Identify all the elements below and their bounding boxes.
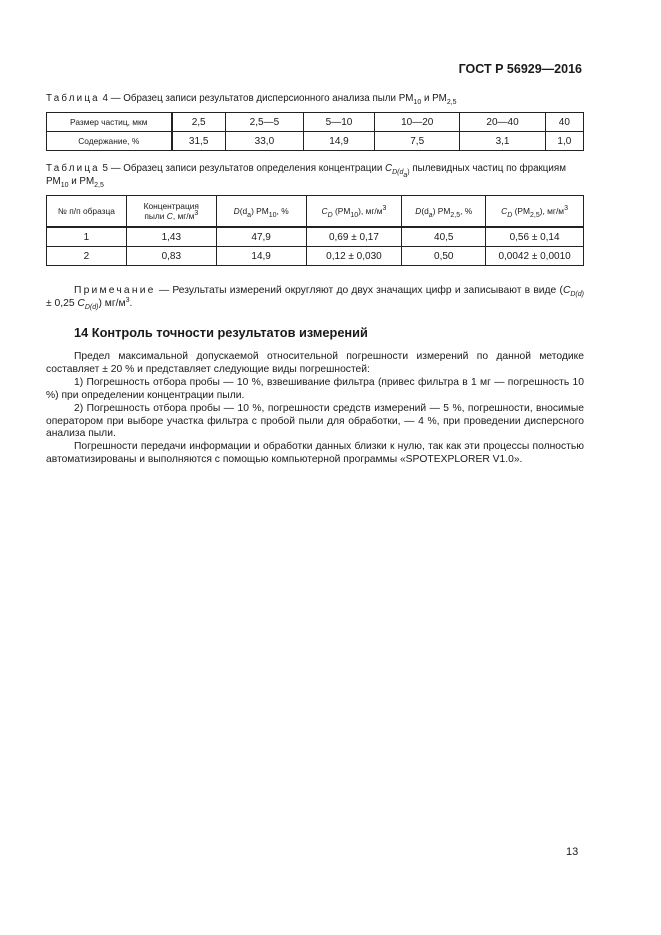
section-body: [46, 351, 584, 467]
header-text: C: [166, 211, 173, 221]
note-text: — Результаты измерений округляют до двух значащих цифр и записывают в виде (: [155, 285, 563, 296]
table4-caption-text: 4 — Образец записи результатов дисперсионного анализа пыли PM: [102, 93, 414, 104]
table4-sub1: 10: [413, 99, 422, 106]
table5-caption-pm: PM: [46, 176, 61, 187]
table5-caption-sub25: 2,5: [94, 182, 104, 189]
paragraph: Предел максимальной допускаемой относительной погрешности измерений по данной методике составляет ± 20 % и представляет следующие виды погрешностей:: [46, 351, 584, 375]
table5-caption-c: C: [385, 163, 393, 174]
paragraph: 1) Погрешность отбора пробы — 10 %, взвешивание фильтра (привес фильтра в 1 мг — погрешность 10 %) при определении концентрации пыли.: [46, 376, 584, 401]
paragraph: 2) Погрешность отбора пробы — 10 %, погрешности средств измерений — 5 %, погрешности, вносимые оператором при выборе участка фильтра с пробой пыли для обработки, — 4 %, при проведении дисперсного анализа пыли.: [46, 402, 584, 440]
table-cell: 0,12 ± 0,030: [306, 247, 402, 266]
header-text: ) PM: [432, 206, 451, 216]
table5-caption-text: 5 — Образец записи результатов определения концентрации: [102, 163, 386, 174]
header-text: , мг/м: [172, 211, 195, 221]
note-label: Примечание: [74, 285, 156, 296]
table-cell: 14,9: [304, 132, 375, 151]
header-sup: 3: [194, 210, 199, 217]
table-header-row: [47, 196, 584, 228]
table5: [46, 195, 584, 266]
table5-caption-text-b: пылевидных частиц по фракциям: [409, 163, 566, 174]
table5-caption: [46, 163, 584, 188]
header-sup: 3: [382, 205, 387, 212]
header-text: D: [415, 206, 422, 216]
table-cell: 2,5: [172, 113, 226, 132]
table-cell: 0,50: [402, 247, 486, 266]
table4-and: и PM: [421, 93, 447, 104]
table-cell: 1,43: [126, 227, 216, 247]
header-sub: 10: [350, 212, 359, 219]
note-c1-sub: D(d): [570, 291, 584, 298]
header-text: (d: [421, 206, 429, 216]
header-text: D: [233, 206, 240, 216]
table-cell: 47,9: [216, 227, 306, 247]
header-text: C: [321, 206, 328, 216]
table-cell: 0,0042 ± 0,0010: [486, 247, 584, 266]
table-cell: 33,0: [225, 132, 303, 151]
table-row: [47, 247, 584, 266]
table4: [46, 112, 584, 151]
table5-caption-sub10: 10: [60, 182, 69, 189]
table-cell: 1: [47, 227, 127, 247]
table5-label: Таблица: [46, 163, 100, 174]
table-cell: 2,5—5: [225, 113, 303, 132]
table-row: [47, 227, 584, 247]
section-heading: 14 Контроль точности результатов измерений: [74, 325, 368, 340]
column-header: [216, 196, 306, 228]
header-sub: 10: [268, 212, 277, 219]
table5-caption-sub: D(d: [392, 169, 404, 176]
table-cell: 10—20: [375, 113, 460, 132]
header-text: пыли: [144, 211, 167, 221]
table-cell: 5—10: [304, 113, 375, 132]
table-cell: 20—40: [460, 113, 545, 132]
header-text: , %: [276, 206, 289, 216]
column-header: [402, 196, 486, 228]
note-end: ) мг/м: [98, 298, 126, 309]
note-mid: ± 0,25: [46, 298, 78, 309]
table-cell: 2: [47, 247, 127, 266]
table-cell: 0,56 ± 0,14: [486, 227, 584, 247]
header-text: (d: [239, 206, 248, 216]
header-text: ), мг/м: [539, 206, 565, 216]
table-cell: 3,1: [460, 132, 545, 151]
note-c1: C: [562, 285, 571, 296]
header-text: Концентрация: [143, 201, 199, 211]
note: [46, 284, 584, 310]
table-cell: 0,69 ± 0,17: [306, 227, 402, 247]
table-cell: 14,9: [216, 247, 306, 266]
header-text: (PM: [512, 206, 530, 216]
header-sub: a: [428, 212, 433, 219]
column-header: [486, 196, 584, 228]
header-sub: D: [327, 212, 333, 219]
table-cell: 7,5: [375, 132, 460, 151]
header-text: (PM: [332, 206, 351, 216]
standard-code: ГОСТ Р 56929—2016: [458, 62, 582, 76]
header-sub: a: [247, 212, 252, 219]
table-cell-header: Размер частиц, мкм: [47, 113, 172, 132]
header-sub: 2,5: [529, 212, 540, 219]
header-sub: 2,5: [450, 212, 461, 219]
table-cell: 31,5: [172, 132, 226, 151]
table-row: [47, 132, 584, 151]
table-cell: 1,0: [545, 132, 583, 151]
table5-caption-subsub: a: [403, 172, 408, 179]
table-row: [47, 113, 584, 132]
note-tail: .: [129, 298, 133, 309]
table-cell: 0,83: [126, 247, 216, 266]
paragraph: Погрешности передачи информации и обработки данных близки к нулю, так как эти процессы полностью автоматизированы и выполняются с помощью компьютерной программы «SPOTEXPLORER V1.0».: [46, 441, 584, 466]
table-cell-header: Содержание, %: [47, 132, 172, 151]
note-c2-sub: D(d): [84, 304, 99, 311]
column-header: № п/п образца: [47, 196, 127, 228]
column-header: [306, 196, 402, 228]
header-text: C: [501, 206, 508, 216]
table-cell: 40: [545, 113, 583, 132]
header-sub: D: [507, 212, 513, 219]
table5-caption-subend: ): [407, 169, 410, 176]
page-number: 13: [566, 846, 579, 858]
table4-caption: [46, 93, 457, 105]
table5-caption-and: и PM: [68, 176, 95, 187]
note-sup: 3: [125, 297, 130, 304]
header-text: ) PM: [251, 206, 269, 216]
header-sup: 3: [564, 205, 568, 212]
table4-label: Таблица: [46, 93, 100, 104]
table4-sub2: 2,5: [446, 99, 457, 106]
header-text: , %: [460, 206, 473, 216]
header-text: ), мг/м: [358, 206, 383, 216]
note-c2: C: [77, 298, 85, 309]
table-cell: 40,5: [402, 227, 486, 247]
column-header: [126, 196, 216, 228]
